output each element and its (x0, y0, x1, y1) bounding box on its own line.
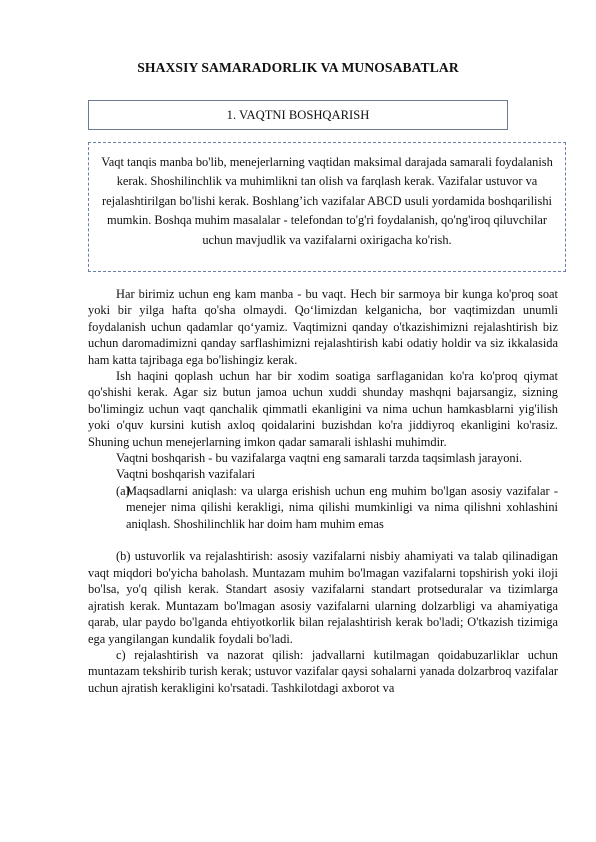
list-item (88, 483, 558, 532)
summary-box (88, 142, 566, 272)
paragraph: (b) ustuvorlik va rejalashtirish: asosiy vazifalarni nisbiy ahamiyati va talab qilinadigan vaqt miqdori bo'yicha baholash. Muntazam muhim bo'lmagan vazifalarni topshirish yoki iloji bo'lsa, yo'q qilish kerak. Standart asosiy vazifalarni standart protseduralar va tizimlarga ajratish kerak. Muntazam bo'lmagan asosiy vazifalarni ularning dolzarbligi va ahamiyatiga qarab, ular paydo bo'lganda ehtiyotkorlik bilan rejalashtirish kerak bo'ladi; O'tkazish tizimiga ega yangilangan kundalik foydali bo'ladi. (88, 549, 558, 646)
paragraph: Ish haqini qoplash uchun har bir xodim soatiga sarflaganidan ko'ra ko'proq qiymat qo'shishi kerak. Agar siz butun jamoa uchun xuddi shunday mashqni bajarsangiz, sizning bo'limingiz uchun vaqt qanchalik qimmatli ekanligini va nima uchun hamkasblarni yig'ilish yoki o'quv kursini kutish axloq qoidalarini buzishdan ko'ra jiddiyroq ekanligini ko'rasiz. Shuning uchun menejerlarning imkon qadar samarali ishlashi muhimdir. (88, 369, 558, 449)
section-heading: 1. VAQTNI BOSHQARISH (88, 100, 508, 130)
paragraph: Vaqtni boshqarish vazifalari (116, 467, 256, 482)
list-item-text: Maqsadlarni aniqlash: va ularga erishish uchun eng muhim bo'lgan asosiy vazifalar - menejer nima qilishi kerakligi, nima qilishi mumkinligi va nima qilishni xohlashini aniqlash. Shoshilinchlik har doim ham muhim emas (126, 483, 558, 531)
document-title: SHAXSIY SAMARADORLIK VA MUNOSABATLAR (137, 60, 459, 75)
spacer (88, 532, 558, 548)
list-item-label: (a) (116, 483, 130, 498)
paragraph: Har birimiz uchun eng kam manba - bu vaqt. Hech bir sarmoya bir kunga ko'proq soat yoki bir yilga hafta qo'sha olmaydi. Qo‘limizdan kelganicha, bor vaqtimizdan unumli foydalanish uchun qadamlar qo‘yamiz. Vaqtimizni qanday o'tkazishimizni rejalashtirish biz uchun daromadimizni qanday sarflashimizni rejalashtirish kabi odatiy holdir va siz ikkalasida ham katta tajribaga ega bo'lishingiz kerak. (88, 287, 558, 367)
paragraph: c) rejalashtirish va nazorat qilish: jadvallarni kutilmagan qoidabuzarliklar uchun muntazam tekshirib turish kerak; ustuvor vazifalar qaysi sohalarni yanada dolzarbroq vazifalar uchun ajratish kerakligini ko'rsatadi. Tashkilotdagi axborot va (88, 647, 558, 695)
body-text (88, 286, 558, 696)
paragraph: Vaqtni boshqarish - bu vazifalarga vaqtni eng samarali tarzda taqsimlash jarayoni. (116, 451, 523, 466)
summary-text: Vaqt tanqis manba bo'lib, menejerlarning vaqtidan maksimal darajada samarali foydalanish kerak. Shoshilinchlik va muhimlikni tan olish va farqlash kerak. Vazifalar ustuvor va rejalashtirilgan bo'lishi kerak. Boshlang’ich vazifalar ABCD usuli yordamida boshqarilishi mumkin. Boshqa muhim masalalar - telefondan to'g'ri foydalanish, qo'ng'iroq qiluvchilar uchun mavjudlik va vazifalarni oxirigacha ko'rish. (101, 155, 553, 247)
